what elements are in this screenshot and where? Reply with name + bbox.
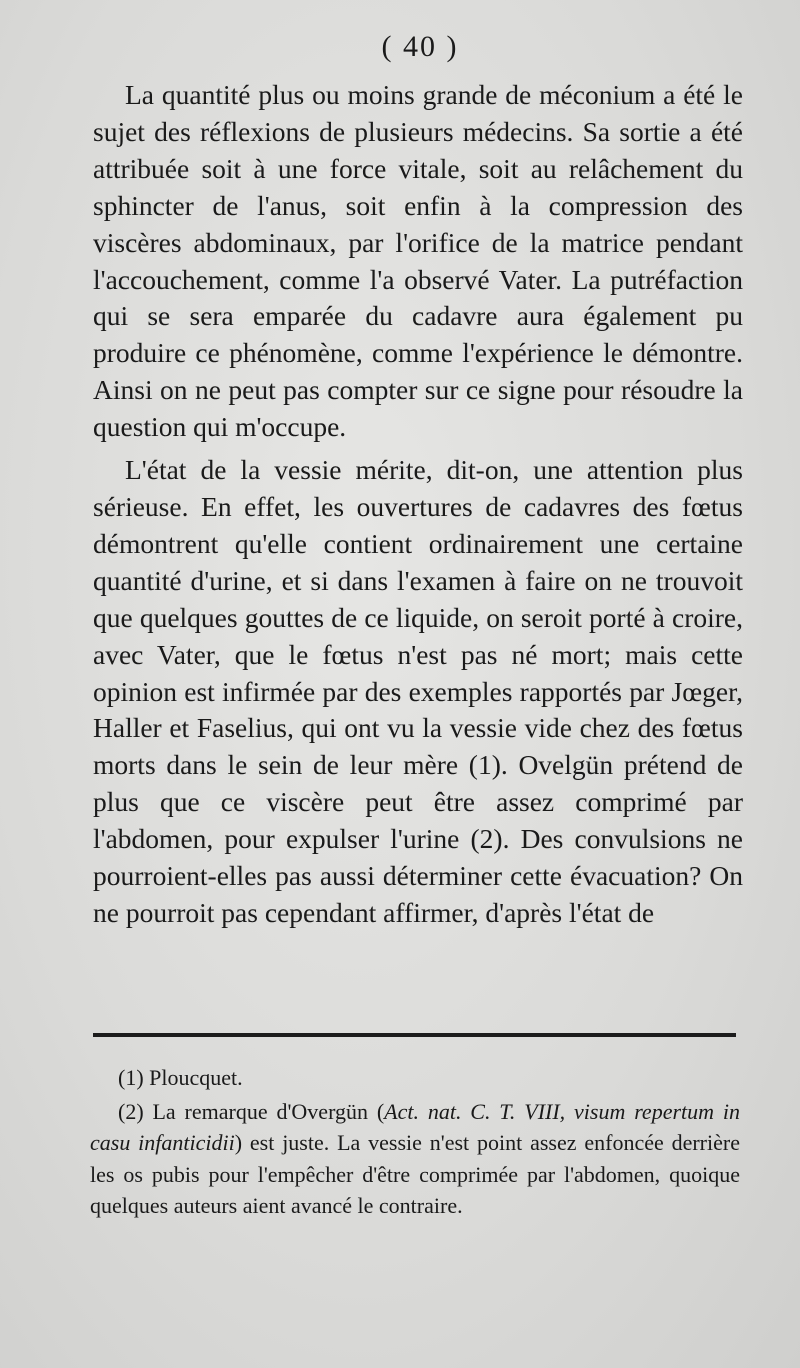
- footnote-2-intro: (2) La remarque d'Overgün (: [118, 1098, 385, 1124]
- paragraph-bladder: L'état de la vessie mérite, dit-on, une attention plus sérieuse. En effet, les ouvertures de cadavres des fœtus démontrent qu'elle contient ordinairement une certaine quantité d'urine, et si dans l'examen à faire on ne trouvoit que quelques gouttes de ce liquide, on seroit porté à croire, avec Vater, que le fœtus n'est pas né mort; mais cette opinion est infirmée par des exemples rapportés par Jœger, Haller et Faselius, qui ont vu la vessie vide chez des fœtus morts dans le sein de leur mère (1). Ovelgün prétend de plus que ce viscère peut être assez comprimé par l'abdomen, pour expulser l'urine (2). Des convulsions ne pourroient-elles pas aussi déterminer cette évacuation? On ne pourroit pas cependant affirmer, d'après l'état de: [93, 454, 743, 928]
- main-text: [93, 77, 743, 932]
- page-number: ( 40 ): [381, 30, 459, 63]
- footnotes: [90, 1062, 740, 1222]
- paragraph-meconium: La quantité plus ou moins grande de méconium a été le sujet des réflexions de plusieurs médecins. Sa sortie a été attribuée soit à une force vitale, soit au relâchement du sphincter de l'anus, soit enfin à la compression des viscères abdominaux, par l'orifice de la matrice pendant l'accouchement, comme l'a observé Vater. La putréfaction qui se sera emparée du cadavre aura également pu produire ce phénomène, comme l'expérience le démontre. Ainsi on ne peut pas compter sur ce signe pour résoudre la question qui m'occupe.: [93, 79, 743, 443]
- footnote-2-citation: Act. nat. C. T. VIII, visum repertum in casu infanticidii: [90, 1098, 740, 1156]
- footnote-divider: [93, 1033, 736, 1037]
- footnote-2: [90, 1096, 740, 1222]
- footnote-2-text: ) est juste. La vessie n'est point assez enfoncée derrière les os pubis pour l'empêcher d'être comprimée par l'abdomen, quoique quelques auteurs aient avancé le contraire.: [90, 1130, 740, 1219]
- footnote-1: (1) Ploucquet.: [118, 1065, 243, 1090]
